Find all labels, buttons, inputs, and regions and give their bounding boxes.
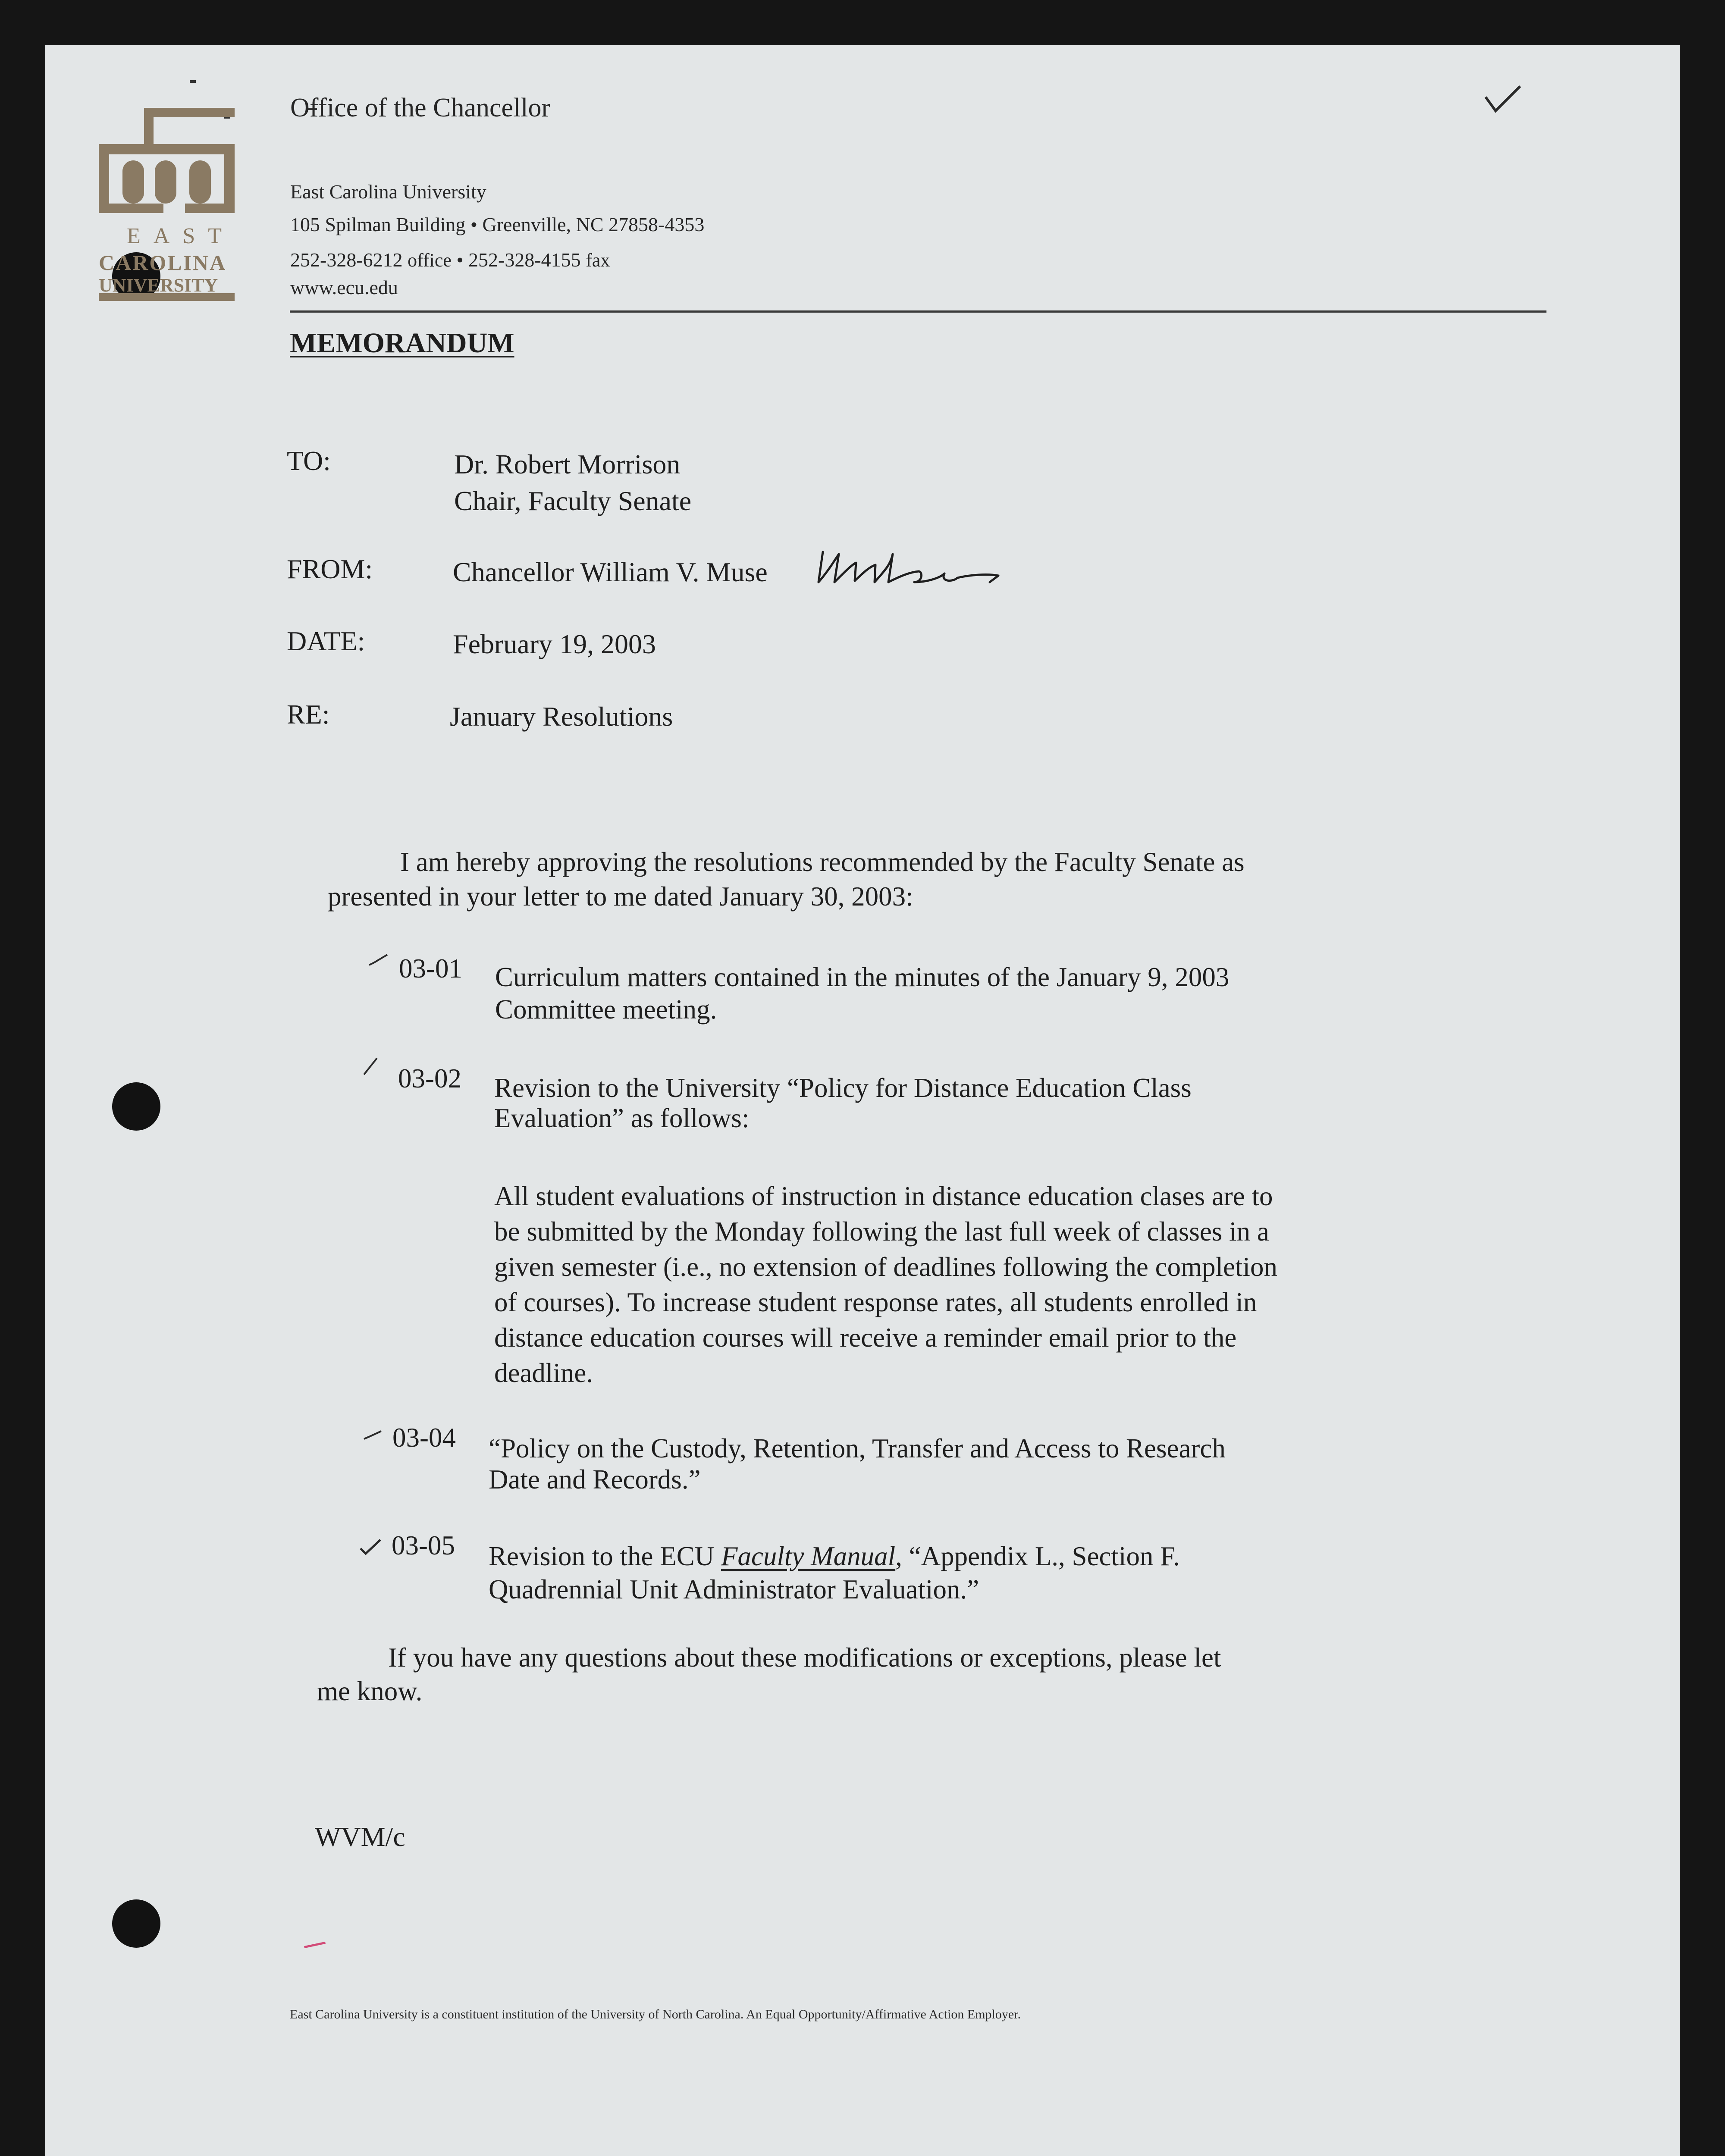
item-text-suffix: , “Appendix L., Section F. bbox=[895, 1541, 1180, 1571]
item-text-line: Date and Records.” bbox=[489, 1464, 701, 1495]
re-value: January Resolutions bbox=[450, 701, 673, 732]
signature bbox=[815, 541, 1005, 597]
to-name: Dr. Robert Morrison bbox=[454, 449, 681, 479]
check-mark-icon bbox=[1484, 84, 1522, 114]
closing-line-1: If you have any questions about these modifications or exceptions, please let bbox=[388, 1642, 1221, 1673]
quote-line: given semester (i.e., no extension of deadlines following the completion bbox=[494, 1252, 1278, 1282]
quote-line: deadline. bbox=[494, 1358, 593, 1388]
logo-east-text: EAST bbox=[127, 224, 235, 248]
item-text-prefix: Revision to the ECU bbox=[489, 1541, 721, 1571]
letterhead-fax: 252-328-4155 bbox=[468, 249, 581, 271]
letterhead-contact: 252-328-6212 office • 252-328-4155 fax bbox=[290, 249, 610, 271]
letterhead-fax-label: fax bbox=[586, 250, 610, 271]
to-title: Chair, Faculty Senate bbox=[454, 486, 692, 516]
letterhead-phone-label: office bbox=[408, 250, 452, 271]
item-number: 03-05 bbox=[392, 1530, 455, 1561]
item-text-line: “Policy on the Custody, Retention, Transfer and Access to Research bbox=[489, 1433, 1226, 1463]
item-text-line bbox=[489, 1539, 1180, 1574]
item-number: 03-01 bbox=[399, 953, 462, 984]
ecu-logo bbox=[99, 100, 237, 316]
letterhead-address: 105 Spilman Building • Greenville, NC 27858-4353 bbox=[290, 213, 705, 235]
item-text-line: Curriculum matters contained in the minutes of the January 9, 2003 bbox=[495, 962, 1229, 992]
item-text-line: Quadrennial Unit Administrator Evaluation.” bbox=[489, 1574, 979, 1604]
item-text-line: Evaluation” as follows: bbox=[494, 1103, 750, 1133]
footer-notice: East Carolina University is a constituent institution of the University of North Carolina. An Equal Opportunity/Affirmative Action Employer. bbox=[290, 2007, 1021, 2021]
quoted-policy-block bbox=[494, 1178, 1277, 1391]
check-tick-icon bbox=[367, 953, 389, 970]
logo-university-text: UNIVERSITY bbox=[99, 275, 218, 296]
item-number: 03-04 bbox=[392, 1423, 456, 1453]
item-number: 03-02 bbox=[398, 1063, 461, 1094]
punch-hole bbox=[112, 1899, 160, 1948]
initials: WVM/c bbox=[315, 1821, 405, 1852]
logo-carolina-text: CAROLINA bbox=[99, 251, 227, 275]
to-label: TO: bbox=[287, 445, 331, 476]
letterhead-office: Office of the Chancellor bbox=[290, 93, 551, 122]
check-tick-icon bbox=[362, 1056, 380, 1077]
date-label: DATE: bbox=[287, 626, 365, 656]
quote-line: distance education courses will receive a reminder email prior to the bbox=[494, 1322, 1237, 1353]
memo-title: MEMORANDUM bbox=[290, 327, 514, 359]
quote-line: be submitted by the Monday following the last full week of classes in a bbox=[494, 1216, 1269, 1247]
punch-hole bbox=[112, 1082, 160, 1131]
intro-line-1: I am hereby approving the resolutions recommended by the Faculty Senate as bbox=[400, 847, 1245, 877]
speck bbox=[190, 80, 196, 83]
date-value: February 19, 2003 bbox=[453, 629, 656, 659]
quote-line: All student evaluations of instruction in distance education clases are to bbox=[494, 1181, 1273, 1211]
letterhead-divider bbox=[290, 310, 1546, 313]
check-tick-icon bbox=[359, 1537, 383, 1557]
from-value: Chancellor William V. Muse bbox=[453, 557, 768, 587]
letterhead-university: East Carolina University bbox=[290, 181, 486, 203]
re-label: RE: bbox=[287, 699, 330, 730]
from-label: FROM: bbox=[287, 554, 373, 584]
letterhead-website: www.ecu.edu bbox=[290, 276, 398, 298]
quote-line: of courses). To increase student response rates, all students enrolled in bbox=[494, 1287, 1257, 1317]
intro-line-2: presented in your letter to me dated January 30, 2003: bbox=[328, 881, 913, 912]
item-text-line: Revision to the University “Policy for Distance Education Class bbox=[494, 1073, 1192, 1103]
faculty-manual-title: Faculty Manual bbox=[721, 1541, 896, 1571]
check-tick-icon bbox=[362, 1429, 384, 1442]
item-text-line: Committee meeting. bbox=[495, 994, 717, 1025]
closing-line-2: me know. bbox=[317, 1676, 423, 1706]
letterhead-phone: 252-328-6212 bbox=[290, 249, 403, 271]
